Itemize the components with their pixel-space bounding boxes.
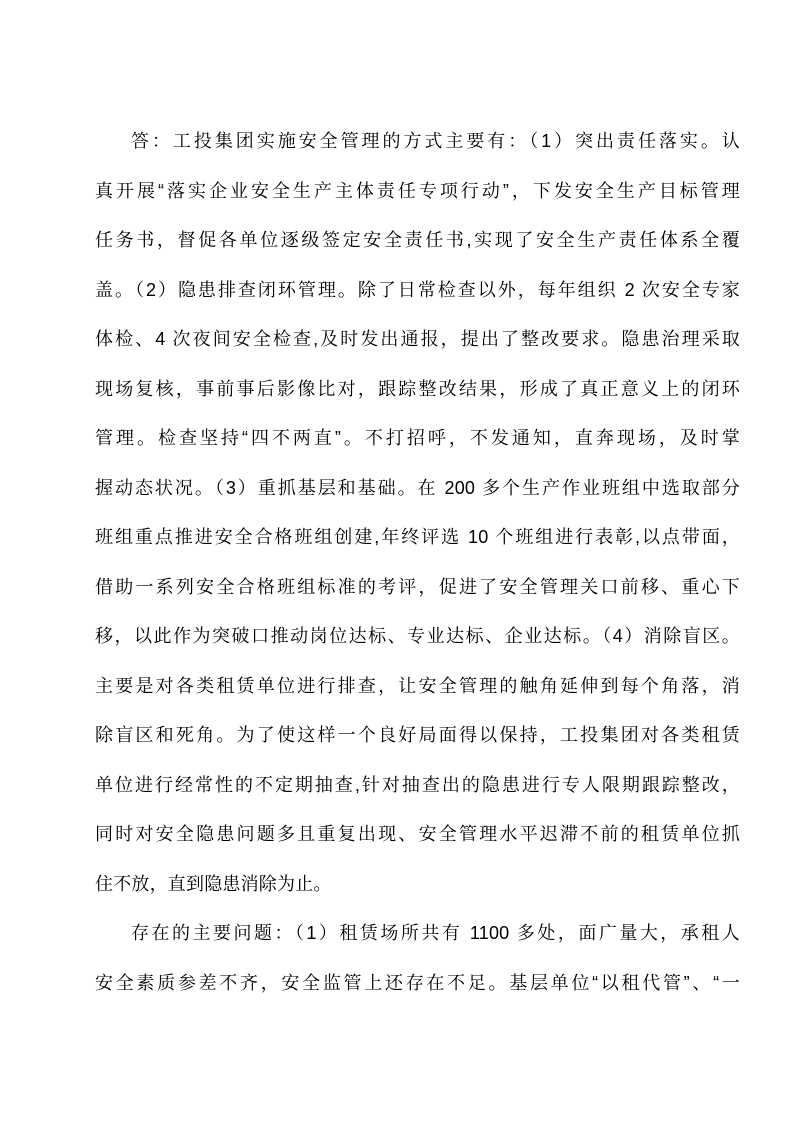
text-line: 班组重点推进安全合格班组创建,年终评选 10 个班组进行表彰,以点带面，	[95, 527, 740, 547]
text-line: 除盲区和死角。为了使这样一个良好局面得以保持，工投集团对各类租赁	[95, 725, 740, 745]
text-line: 盖。（2）隐患排查闭环管理。除了日常检查以外，每年组织 2 次安全专家	[95, 279, 740, 300]
paragraph-problems	[95, 909, 740, 1008]
text-line: 住不放，直到隐患消除为止。	[95, 873, 332, 894]
text-line: 主要是对各类租赁单位进行排查，让安全管理的触角延伸到每个角落，消	[95, 675, 740, 696]
text-line: 同时对安全隐患问题多且重复出现、安全管理水平迟滞不前的租赁单位抓	[95, 824, 740, 844]
text-line: 移，以此作为突破口推动岗位达标、专业达标、企业达标。（4）消除盲区。	[95, 626, 740, 646]
text-line: 管理。检查坚持“四不两直”。不打招呼，不发通知，直奔现场，及时掌	[95, 428, 740, 448]
text-line: 单位进行经常性的不定期抽查,针对抽查出的隐患进行专人限期跟踪整改，	[95, 774, 740, 795]
text-line: 握动态状况。（3）重抓基层和基础。在 200 多个生产作业班组中选取部分	[95, 477, 740, 498]
text-line: 真开展“落实企业安全生产主体责任专项行动”，下发安全生产目标管理	[95, 180, 740, 201]
text-line: 现场复核，事前事后影像比对，跟踪整改结果，形成了真正意义上的闭环	[95, 378, 740, 399]
paragraph-answer	[95, 117, 740, 909]
text-line: 借助一系列安全合格班组标准的考评，促进了安全管理关口前移、重心下	[95, 576, 740, 597]
text-line: 安全素质参差不齐，安全监管上还存在不足。基层单位“以租代管”、“一	[95, 972, 740, 993]
text-line: 任务书，督促各单位逐级签定安全责任书,实现了安全生产责任体系全覆	[95, 230, 740, 250]
text-line: 体检、4 次夜间安全检查,及时发出通报，提出了整改要求。隐患治理采取	[95, 329, 740, 349]
text-line: 存在的主要问题：（1）租赁场所共有 1100 多处，面广量大，承租人	[131, 923, 740, 943]
text-line: 答：工投集团实施安全管理的方式主要有：（1）突出责任落实。认	[131, 131, 740, 151]
